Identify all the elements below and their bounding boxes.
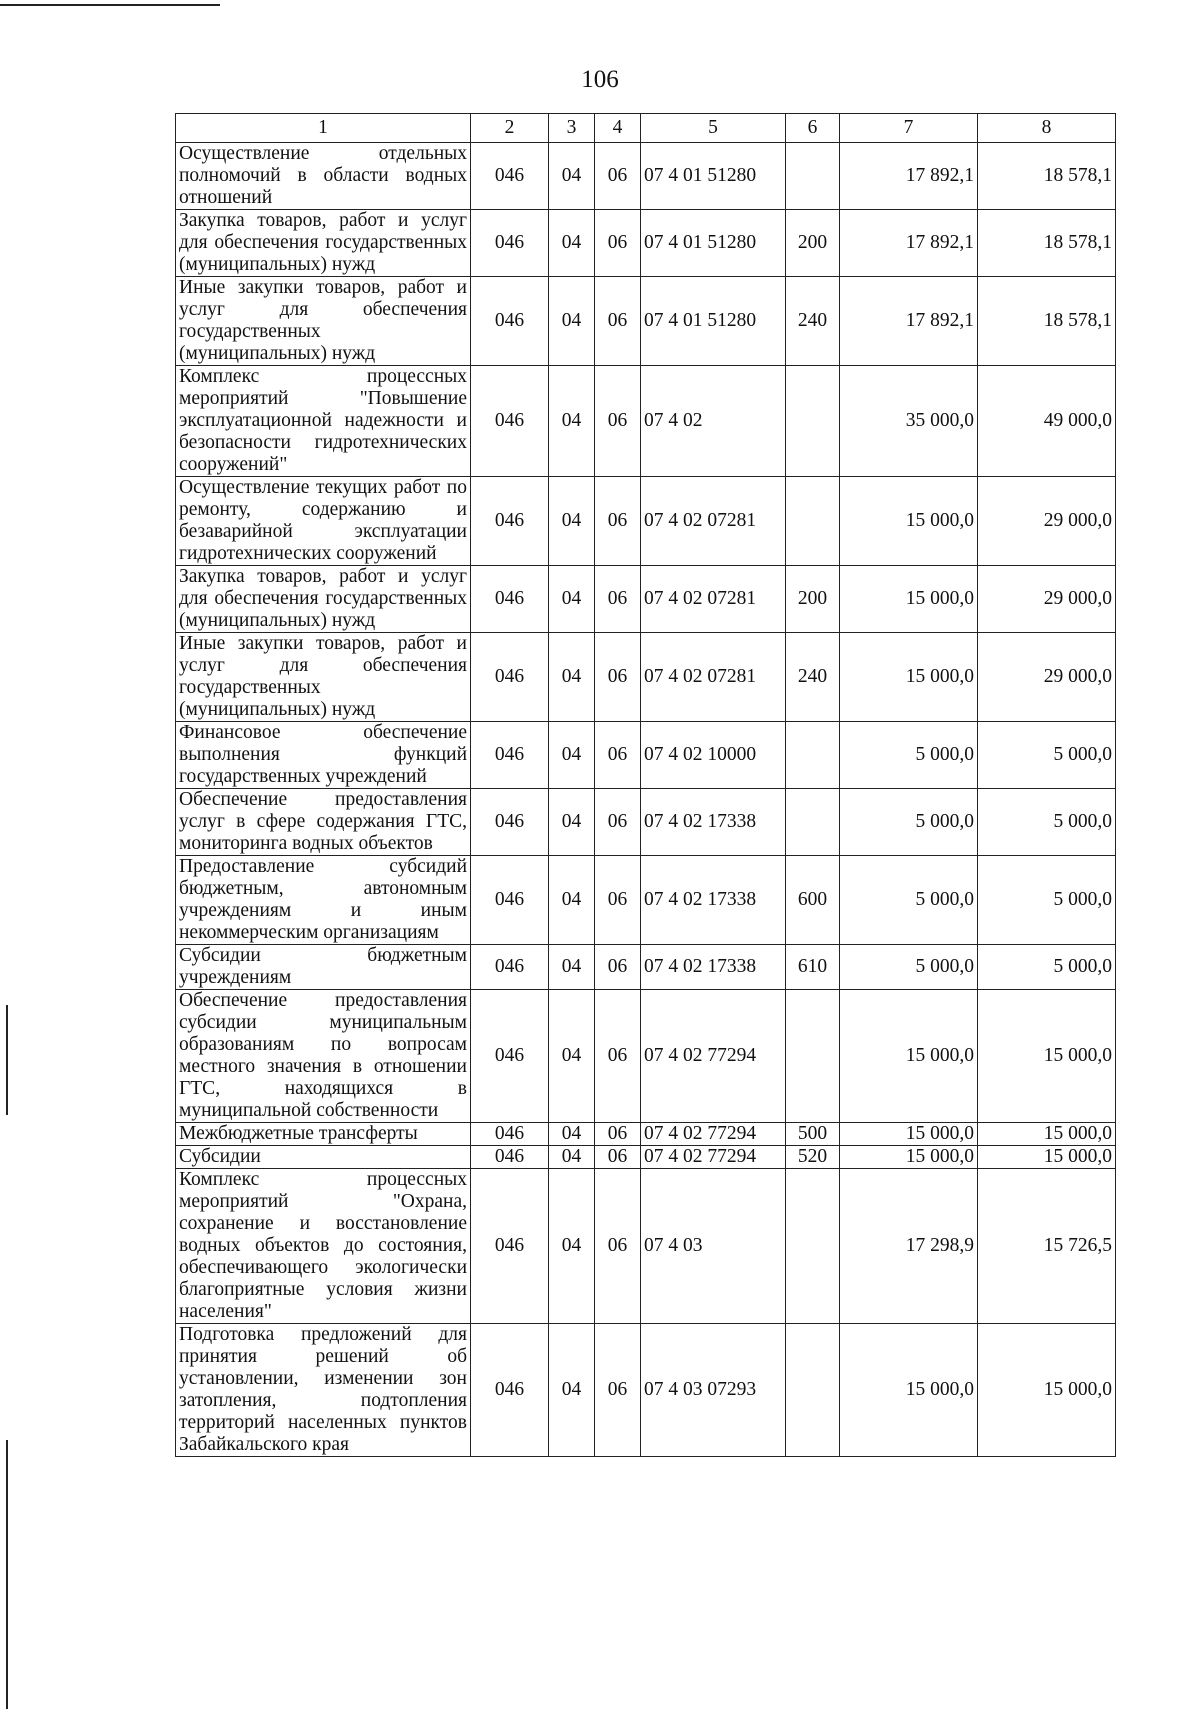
section-code-cell: 04 [549,143,595,210]
expense-type-cell: 240 [786,277,840,366]
amount-year2-cell: 15 000,0 [978,990,1116,1123]
subsection-code-cell: 06 [595,210,641,277]
ministry-code-cell: 046 [471,143,549,210]
budget-table [175,113,1116,1457]
section-code-cell: 04 [549,277,595,366]
section-code-cell: 04 [549,1146,595,1169]
expense-type-cell: 520 [786,1146,840,1169]
expense-type-cell [786,1324,840,1457]
expense-type-cell: 200 [786,210,840,277]
amount-year1-cell: 5 000,0 [840,856,978,945]
target-article-cell: 07 4 01 51280 [641,143,786,210]
expense-type-cell: 500 [786,1123,840,1146]
section-code-cell: 04 [549,945,595,990]
header-row [176,114,1116,143]
subsection-code-cell: 06 [595,789,641,856]
section-code-cell: 04 [549,366,595,477]
target-article-cell: 07 4 03 07293 [641,1324,786,1457]
amount-year2-cell: 29 000,0 [978,477,1116,566]
header-cell: 2 [471,114,549,143]
ministry-code-cell: 046 [471,633,549,722]
header-cell: 3 [549,114,595,143]
target-article-cell: 07 4 02 77294 [641,1123,786,1146]
header-cell: 8 [978,114,1116,143]
amount-year1-cell: 15 000,0 [840,566,978,633]
ministry-code-cell: 046 [471,856,549,945]
item-name-cell: Иные закупки товаров, работ и услуг для обеспечения государственных (муниципальных) нужд [176,277,471,366]
table-row [176,990,1116,1123]
subsection-code-cell: 06 [595,477,641,566]
subsection-code-cell: 06 [595,722,641,789]
header-cell: 1 [176,114,471,143]
header-cell: 6 [786,114,840,143]
expense-type-cell: 240 [786,633,840,722]
table-row [176,1123,1116,1146]
item-name-cell: Осуществление текущих работ по ремонту, содержанию и безаварийной эксплуатации гидротехнических сооружений [176,477,471,566]
item-name-cell: Обеспечение предоставления услуг в сфере содержания ГТС, мониторинга водных объектов [176,789,471,856]
section-code-cell: 04 [549,566,595,633]
amount-year1-cell: 15 000,0 [840,990,978,1123]
target-article-cell: 07 4 02 77294 [641,990,786,1123]
header-cell: 4 [595,114,641,143]
target-article-cell: 07 4 02 07281 [641,566,786,633]
item-name-cell: Подготовка предложений для принятия решений об установлении, изменении зон затопления, подтопления территорий населенных пунктов Забайкальского края [176,1324,471,1457]
amount-year2-cell: 5 000,0 [978,856,1116,945]
amount-year1-cell: 5 000,0 [840,722,978,789]
table-row [176,143,1116,210]
ministry-code-cell: 046 [471,210,549,277]
target-article-cell: 07 4 01 51280 [641,210,786,277]
expense-type-cell [786,366,840,477]
subsection-code-cell: 06 [595,990,641,1123]
target-article-cell: 07 4 02 17338 [641,945,786,990]
ministry-code-cell: 046 [471,1169,549,1324]
item-name-cell: Субсидии бюджетным учреждениям [176,945,471,990]
item-name-cell: Осуществление отдельных полномочий в области водных отношений [176,143,471,210]
subsection-code-cell: 06 [595,945,641,990]
table-row [176,366,1116,477]
item-name-cell: Предоставление субсидий бюджетным, автономным учреждениям и иным некоммерческим организациям [176,856,471,945]
table-row [176,856,1116,945]
scan-edge-mark [6,1440,8,1709]
target-article-cell: 07 4 02 17338 [641,856,786,945]
header-cell: 7 [840,114,978,143]
amount-year1-cell: 15 000,0 [840,1324,978,1457]
amount-year2-cell: 15 000,0 [978,1123,1116,1146]
table-row [176,566,1116,633]
ministry-code-cell: 046 [471,277,549,366]
subsection-code-cell: 06 [595,366,641,477]
table-row [176,1324,1116,1457]
ministry-code-cell: 046 [471,945,549,990]
target-article-cell: 07 4 02 17338 [641,789,786,856]
target-article-cell: 07 4 02 [641,366,786,477]
item-name-cell: Комплекс процессных мероприятий "Повышение эксплуатационной надежности и безопасности гидротехнических сооружений" [176,366,471,477]
expense-type-cell [786,789,840,856]
amount-year1-cell: 15 000,0 [840,633,978,722]
ministry-code-cell: 046 [471,1324,549,1457]
target-article-cell: 07 4 03 [641,1169,786,1324]
amount-year1-cell: 17 892,1 [840,143,978,210]
amount-year2-cell: 18 578,1 [978,210,1116,277]
amount-year1-cell: 17 298,9 [840,1169,978,1324]
section-code-cell: 04 [549,789,595,856]
subsection-code-cell: 06 [595,1169,641,1324]
item-name-cell: Субсидии [176,1146,471,1169]
item-name-cell: Закупка товаров, работ и услуг для обеспечения государственных (муниципальных) нужд [176,210,471,277]
scan-edge-mark [0,4,220,6]
ministry-code-cell: 046 [471,1123,549,1146]
amount-year1-cell: 15 000,0 [840,1146,978,1169]
amount-year1-cell: 15 000,0 [840,477,978,566]
target-article-cell: 07 4 02 07281 [641,477,786,566]
item-name-cell: Финансовое обеспечение выполнения функций государственных учреждений [176,722,471,789]
table-row [176,277,1116,366]
subsection-code-cell: 06 [595,143,641,210]
table-row [176,1146,1116,1169]
target-article-cell: 07 4 02 77294 [641,1146,786,1169]
section-code-cell: 04 [549,1324,595,1457]
ministry-code-cell: 046 [471,566,549,633]
ministry-code-cell: 046 [471,990,549,1123]
expense-type-cell [786,477,840,566]
header-cell: 5 [641,114,786,143]
target-article-cell: 07 4 02 10000 [641,722,786,789]
ministry-code-cell: 046 [471,1146,549,1169]
subsection-code-cell: 06 [595,856,641,945]
expense-type-cell [786,722,840,789]
expense-type-cell: 600 [786,856,840,945]
item-name-cell: Обеспечение предоставления субсидии муниципальным образованиям по вопросам местного значения в отношении ГТС, находящихся в муниципальной собственности [176,990,471,1123]
item-name-cell: Иные закупки товаров, работ и услуг для обеспечения государственных (муниципальных) нужд [176,633,471,722]
expense-type-cell: 200 [786,566,840,633]
subsection-code-cell: 06 [595,1146,641,1169]
expense-type-cell: 610 [786,945,840,990]
section-code-cell: 04 [549,1123,595,1146]
amount-year2-cell: 18 578,1 [978,277,1116,366]
amount-year1-cell: 17 892,1 [840,277,978,366]
table-row [176,633,1116,722]
page-number: 106 [581,66,619,93]
amount-year2-cell: 49 000,0 [978,366,1116,477]
amount-year1-cell: 5 000,0 [840,945,978,990]
amount-year2-cell: 15 000,0 [978,1324,1116,1457]
amount-year2-cell: 15 000,0 [978,1146,1116,1169]
item-name-cell: Межбюджетные трансферты [176,1123,471,1146]
subsection-code-cell: 06 [595,1123,641,1146]
section-code-cell: 04 [549,856,595,945]
ministry-code-cell: 046 [471,477,549,566]
scan-edge-mark [6,1005,8,1115]
amount-year1-cell: 5 000,0 [840,789,978,856]
table-row [176,722,1116,789]
expense-type-cell [786,1169,840,1324]
section-code-cell: 04 [549,1169,595,1324]
section-code-cell: 04 [549,477,595,566]
subsection-code-cell: 06 [595,566,641,633]
amount-year2-cell: 5 000,0 [978,945,1116,990]
amount-year2-cell: 29 000,0 [978,633,1116,722]
amount-year2-cell: 18 578,1 [978,143,1116,210]
item-name-cell: Комплекс процессных мероприятий "Охрана, сохранение и восстановление водных объектов до состояния, обеспечивающего экологически благоприятные условия жизни населения" [176,1169,471,1324]
section-code-cell: 04 [549,722,595,789]
expense-type-cell [786,990,840,1123]
section-code-cell: 04 [549,990,595,1123]
ministry-code-cell: 046 [471,789,549,856]
amount-year2-cell: 15 726,5 [978,1169,1116,1324]
section-code-cell: 04 [549,210,595,277]
target-article-cell: 07 4 01 51280 [641,277,786,366]
table-row [176,477,1116,566]
expense-type-cell [786,143,840,210]
table-row [176,945,1116,990]
table-row [176,210,1116,277]
amount-year1-cell: 35 000,0 [840,366,978,477]
amount-year1-cell: 15 000,0 [840,1123,978,1146]
ministry-code-cell: 046 [471,722,549,789]
amount-year2-cell: 29 000,0 [978,566,1116,633]
table-row [176,1169,1116,1324]
subsection-code-cell: 06 [595,633,641,722]
ministry-code-cell: 046 [471,366,549,477]
subsection-code-cell: 06 [595,1324,641,1457]
item-name-cell: Закупка товаров, работ и услуг для обеспечения государственных (муниципальных) нужд [176,566,471,633]
amount-year2-cell: 5 000,0 [978,722,1116,789]
section-code-cell: 04 [549,633,595,722]
table-row [176,789,1116,856]
subsection-code-cell: 06 [595,277,641,366]
target-article-cell: 07 4 02 07281 [641,633,786,722]
amount-year2-cell: 5 000,0 [978,789,1116,856]
amount-year1-cell: 17 892,1 [840,210,978,277]
